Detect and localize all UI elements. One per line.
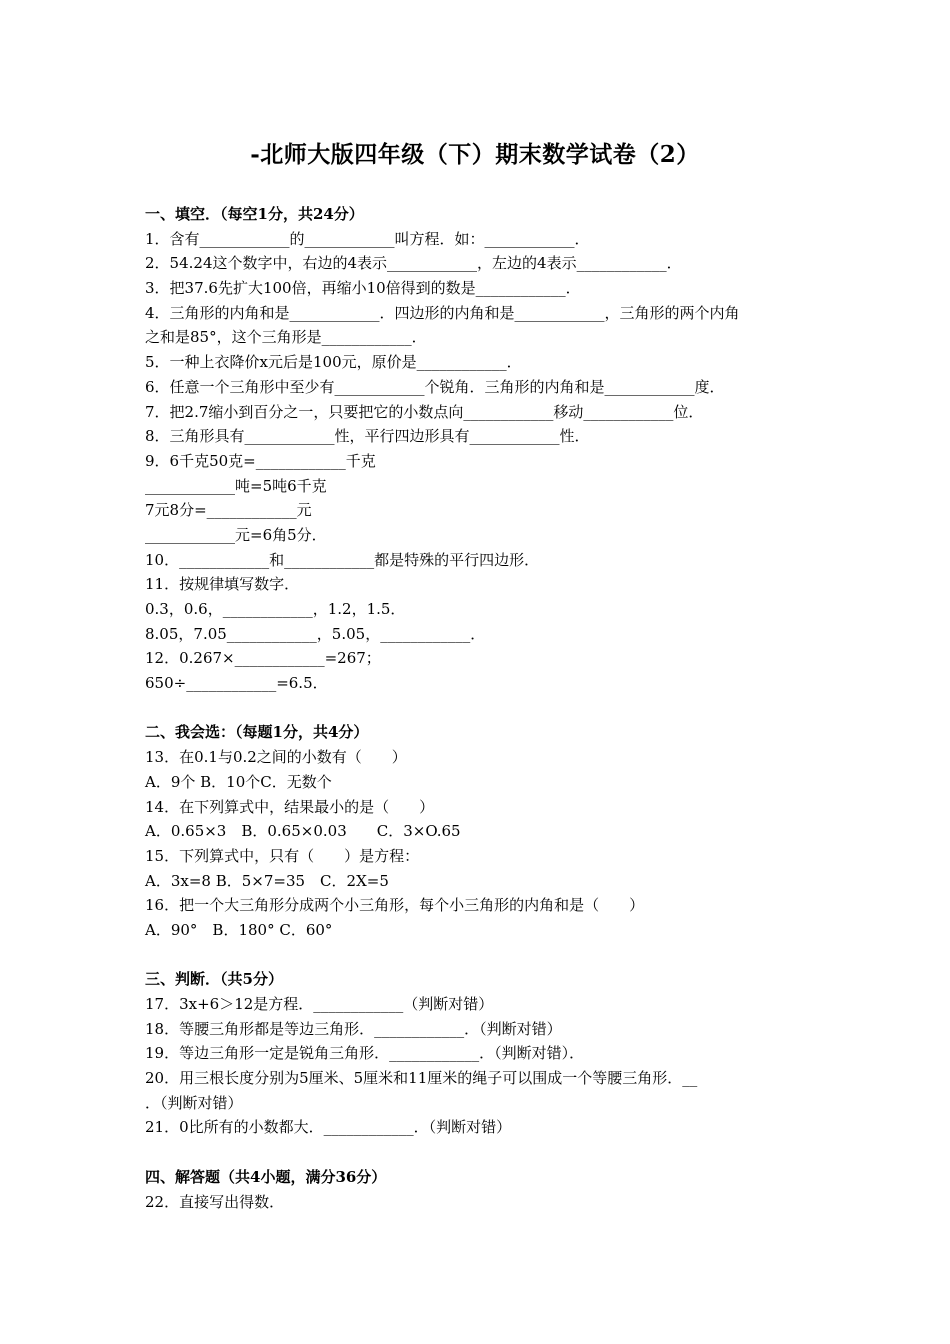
question-line: 20．用三根长度分别为5厘米、5厘米和11厘米的绳子可以围成一个等腰三角形．__: [145, 1069, 698, 1088]
section-true-false: [145, 967, 825, 1140]
section-spacer: [145, 943, 825, 968]
question-line: ____________吨=5吨6千克: [145, 476, 327, 495]
question-line: 3．把37.6先扩大100倍，再缩小10倍得到的数是____________．: [145, 279, 581, 298]
question-line: 650÷____________=6.5．: [145, 674, 328, 693]
question-line: A．9个 B．10个C．无数个: [145, 772, 332, 791]
question-line: 5．一种上衣降价x元后是100元，原价是____________．: [145, 353, 522, 372]
question-line: 6．任意一个三角形中至少有____________个锐角．三角形的内角和是____________度．: [145, 377, 725, 396]
question-line: 4．三角形的内角和是____________．四边形的内角和是____________，三角形的两个内角: [145, 303, 740, 322]
question-line: 15．下列算式中，只有（ ）是方程：: [145, 846, 420, 865]
question-line: 9．6千克50克=____________千克: [145, 451, 376, 470]
question-line: 7元8分=____________元: [145, 501, 312, 520]
question-line: 22．直接写出得数．: [145, 1192, 285, 1211]
question-line: 之和是85°，这个三角形是____________．: [145, 328, 427, 347]
question-line: A．0.65×3 B．0.65×0.03 C．3×O.65: [145, 822, 461, 841]
exam-content: [145, 202, 825, 1214]
question-line: 11．按规律填写数字．: [145, 575, 300, 594]
question-line: 8．三角形具有____________性，平行四边形具有____________性．: [145, 427, 590, 446]
section-heading: 二、我会选：（每题1分，共4分）: [145, 723, 369, 742]
question-line: 7．把2.7缩小到百分之一，只要把它的小数点向____________移动____________位．: [145, 402, 704, 421]
question-line: 8.05，7.05____________，5.05，____________．: [145, 624, 486, 643]
question-line: ____________元=6角5分．: [145, 525, 327, 544]
question-line: 16．把一个大三角形分成两个小三角形，每个小三角形的内角和是（ ）: [145, 896, 645, 915]
question-line: A．90° B．180° C．60°: [145, 920, 333, 939]
question-line: 14．在下列算式中，结果最小的是（ ）: [145, 797, 435, 816]
question-line: 17．3x+6＞12是方程．____________（判断对错）: [145, 995, 494, 1013]
question-line: ．（判断对错）: [145, 1093, 243, 1112]
question-line: 12．0.267×____________=267；: [145, 649, 381, 668]
question-line: 2．54.24这个数字中，右边的4表示____________，左边的4表示____________．: [145, 254, 682, 273]
section-heading: 一、填空．（每空1分，共24分）: [145, 205, 364, 223]
section-fill-in: [145, 202, 825, 696]
page-title: -北师大版四年级（下）期末数学试卷（2）: [250, 141, 700, 168]
question-line: 13．在0.1与0.2之间的小数有（ ）: [145, 748, 407, 767]
section-heading: 四、解答题（共4小题，满分36分）: [145, 1167, 387, 1186]
question-line: 0.3，0.6，____________，1.2，1.5．: [145, 600, 406, 618]
section-spacer: [145, 696, 825, 721]
question-line: A．3x=8 B．5×7=35 C．2X=5: [145, 871, 389, 890]
question-line: 10．____________和____________都是特殊的平行四边形．: [145, 550, 540, 569]
section-spacer: [145, 1140, 825, 1165]
question-line: 21．0比所有的小数都大．____________．（判断对错）: [145, 1118, 512, 1137]
question-line: 1．含有____________的____________叫方程．如：____________．: [145, 229, 590, 248]
section-answer: [145, 1165, 825, 1214]
question-line: 18．等腰三角形都是等边三角形．____________．（判断对错）: [145, 1019, 562, 1038]
section-multiple-choice: [145, 720, 825, 942]
question-line: 19．等边三角形一定是锐角三角形．____________．（判断对错）．: [145, 1044, 585, 1063]
section-heading: 三、判断．（共5分）: [145, 970, 283, 989]
